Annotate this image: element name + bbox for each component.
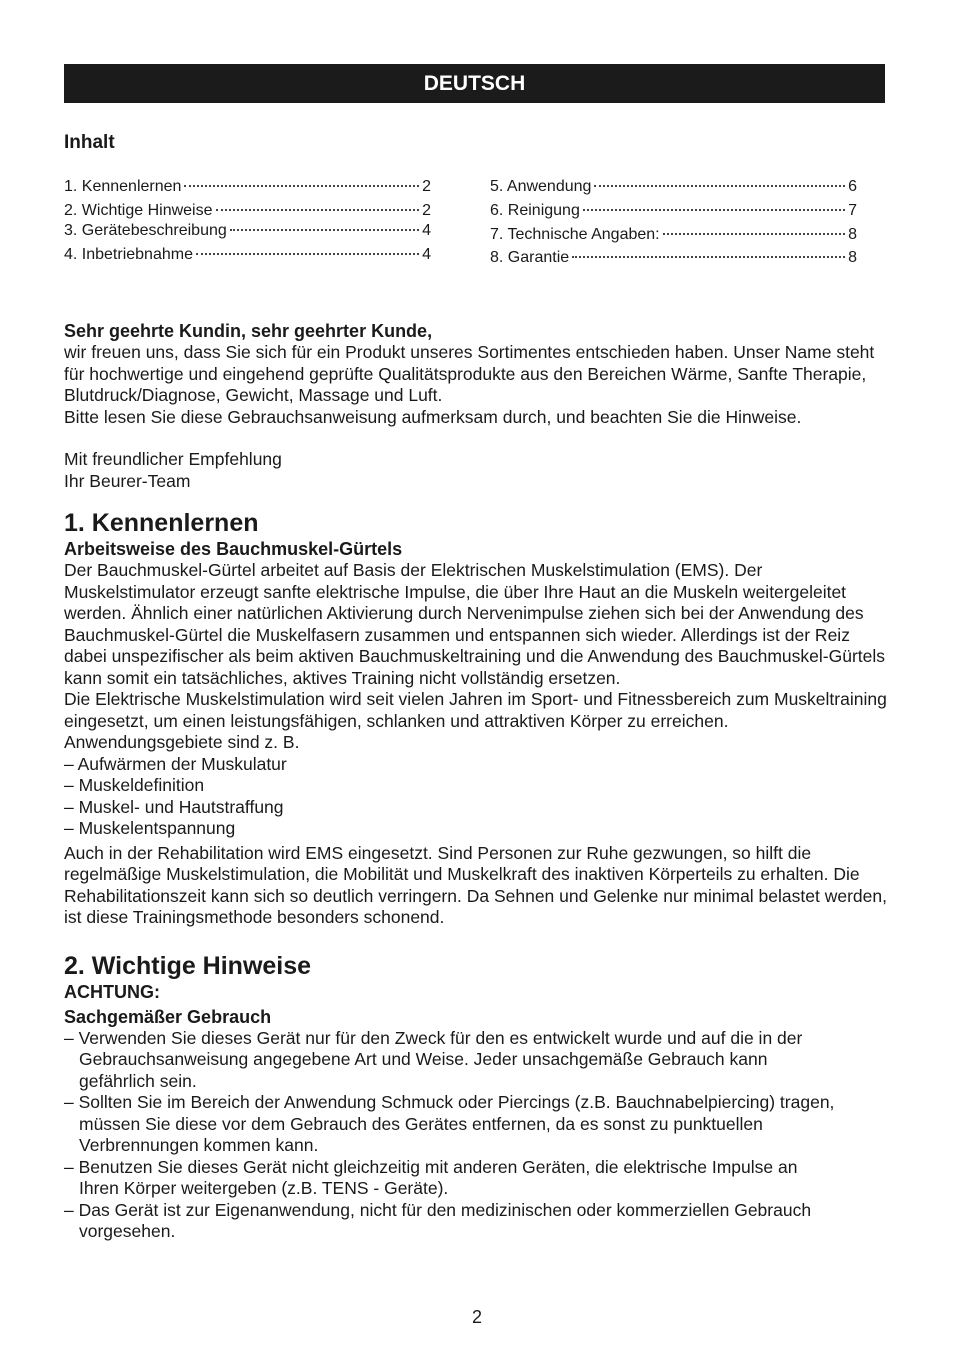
toc-entry-page: 8 bbox=[848, 226, 857, 243]
main-content bbox=[64, 320, 894, 1243]
toc-entry-label: 2. Wichtige Hinweise bbox=[64, 202, 213, 219]
toc-entry[interactable] bbox=[64, 202, 431, 222]
toc-leader-dots bbox=[184, 185, 419, 187]
list-item: – Muskelentspannung bbox=[64, 818, 236, 838]
toc-entry[interactable] bbox=[64, 222, 431, 242]
toc-entry-page: 4 bbox=[422, 246, 431, 263]
toc-entry-label: 6. Reinigung bbox=[490, 202, 580, 219]
toc-leader-dots bbox=[230, 229, 419, 231]
body-paragraph: Auch in der Rehabilitation wird EMS eingesetzt. Sind Personen zur Ruhe gezwungen, so hilft die regelmäßige Muskelstimulation, die Mobilität und Muskelkraft des inaktiven Körperteils zu erhalten. Die Rehabilitationszeit kann sich so deutlich verringern. Da Sehnen und Gelenke nur minimal belastet werden, ist diese Trainingsmethode besonders schonend. bbox=[64, 842, 887, 927]
warning-label: ACHTUNG: bbox=[64, 981, 160, 1002]
toc-leader-dots bbox=[196, 253, 419, 255]
usage-list bbox=[64, 754, 894, 840]
toc-entry-page: 8 bbox=[848, 249, 857, 266]
toc-entry-page: 2 bbox=[422, 178, 431, 195]
greeting-paragraph: Bitte lesen Sie diese Gebrauchsanweisung aufmerksam durch, und beachten Sie die Hinweise. bbox=[64, 406, 802, 427]
toc-entry-label: 7. Technische Angaben: bbox=[490, 226, 660, 243]
closing-line: Mit freundlicher Empfehlung bbox=[64, 449, 282, 469]
toc-entry-page: 7 bbox=[848, 202, 857, 219]
toc-leader-dots bbox=[216, 209, 420, 211]
toc-entry-label: 8. Garantie bbox=[490, 249, 570, 266]
toc-leader-dots bbox=[583, 209, 845, 211]
list-item: – Benutzen Sie dieses Gerät nicht gleichzeitig mit anderen Geräten, die elektrische Impulse an Ihren Körper weitergeben (z.B. TENS - Geräte). bbox=[64, 1156, 798, 1198]
toc-entry-label: 3. Gerätebeschreibung bbox=[64, 222, 227, 239]
section-subheading: Sachgemäßer Gebrauch bbox=[64, 1006, 272, 1027]
toc-leader-dots bbox=[572, 256, 845, 258]
toc-entry[interactable] bbox=[490, 226, 857, 246]
toc-entry[interactable] bbox=[64, 246, 431, 266]
toc-leader-dots bbox=[594, 185, 845, 187]
toc-entry[interactable] bbox=[490, 249, 857, 269]
toc-leader-dots bbox=[663, 233, 845, 235]
toc-entry-page: 2 bbox=[422, 202, 431, 219]
toc-entry-label: 1. Kennenlernen bbox=[64, 178, 182, 195]
toc-entry[interactable] bbox=[490, 202, 857, 222]
language-banner bbox=[64, 64, 885, 103]
toc-entry-label: 5. Anwendung bbox=[490, 178, 592, 195]
greeting-paragraph: wir freuen uns, dass Sie sich für ein Produkt unseres Sortimentes entschieden haben. Unser Name steht für hochwertige und eingehend geprüfte Qualitätsprodukte aus den Bereichen Wärme, Sanfte Therapie, Blutdruck/Diagnose, Gewicht, Massage und Luft. bbox=[64, 342, 875, 405]
list-item: – Das Gerät ist zur Eigenanwendung, nicht für den medizinischen oder kommerziellen Gebrauch vorgesehen. bbox=[64, 1199, 812, 1241]
list-item: – Sollten Sie im Bereich der Anwendung Schmuck oder Piercings (z.B. Bauchnabelpiercing) tragen, müssen Sie diese vor dem Gebrauch des Gerätes entfernen, da es sonst zu punktuellen Verbrennungen kommen kann. bbox=[64, 1092, 835, 1155]
toc-entry-label: 4. Inbetriebnahme bbox=[64, 246, 193, 263]
body-paragraph: Die Elektrische Muskelstimulation wird seit vielen Jahren im Sport- und Fitnessbereich zum Muskeltraining eingesetzt, um einen leistungsfähigen, schlanken und attraktiven Körper zu erreichen. bbox=[64, 689, 887, 731]
section-heading-hinweise: 2. Wichtige Hinweise bbox=[64, 951, 312, 980]
list-item: – Muskeldefinition bbox=[64, 775, 205, 795]
greeting-title: Sehr geehrte Kundin, sehr geehrter Kunde, bbox=[64, 321, 433, 341]
list-item: – Muskel- und Hautstraffung bbox=[64, 796, 284, 817]
toc-entry[interactable] bbox=[490, 178, 857, 198]
list-item: – Aufwärmen der Muskulatur bbox=[64, 753, 287, 774]
toc-title: Inhalt bbox=[64, 132, 115, 153]
section-subheading: Arbeitsweise des Bauchmuskel-Gürtels bbox=[64, 539, 403, 559]
toc-entry-page: 6 bbox=[848, 178, 857, 195]
closing-signature: Ihr Beurer-Team bbox=[64, 470, 191, 491]
page-number: 2 bbox=[471, 1307, 482, 1327]
body-paragraph: Der Bauchmuskel-Gürtel arbeitet auf Basis der Elektrischen Muskelstimulation (EMS). Der Muskelstimulator erzeugt sanfte elektrische Impulse, die über Ihre Haut an die Muskeln weitergeleitet werden. Ähnlich einer natürlichen Aktivierung durch Nervenimpulse ziehen sich bei der Anwendung des Bauchmuskel-Gürtel die Muskelfasern zusammen und entspannen sich wieder. Allerdings ist der Reiz dabei unspezifischer als beim aktiven Bauchmuskeltraining und die Anwendung des Bauchmuskel-Gürtels kann somit ein tatsächliches, aktives Training nicht vollständig ersetzen. bbox=[64, 560, 886, 688]
list-item: – Verwenden Sie dieses Gerät nur für den Zweck für den es entwickelt wurde und auf die in der Gebrauchsanweisung angegebene Art und Weise. Jeder unsachgemäße Gebrauch kann gefährlich sein. bbox=[64, 1027, 803, 1091]
body-paragraph: Anwendungsgebiete sind z. B. bbox=[64, 732, 300, 752]
warning-list bbox=[64, 1028, 894, 1243]
section-heading-kennenlernen: 1. Kennenlernen bbox=[64, 509, 259, 537]
toc-entry-page: 4 bbox=[422, 222, 431, 239]
toc-entry[interactable] bbox=[64, 178, 431, 198]
language-label: DEUTSCH bbox=[423, 71, 526, 95]
